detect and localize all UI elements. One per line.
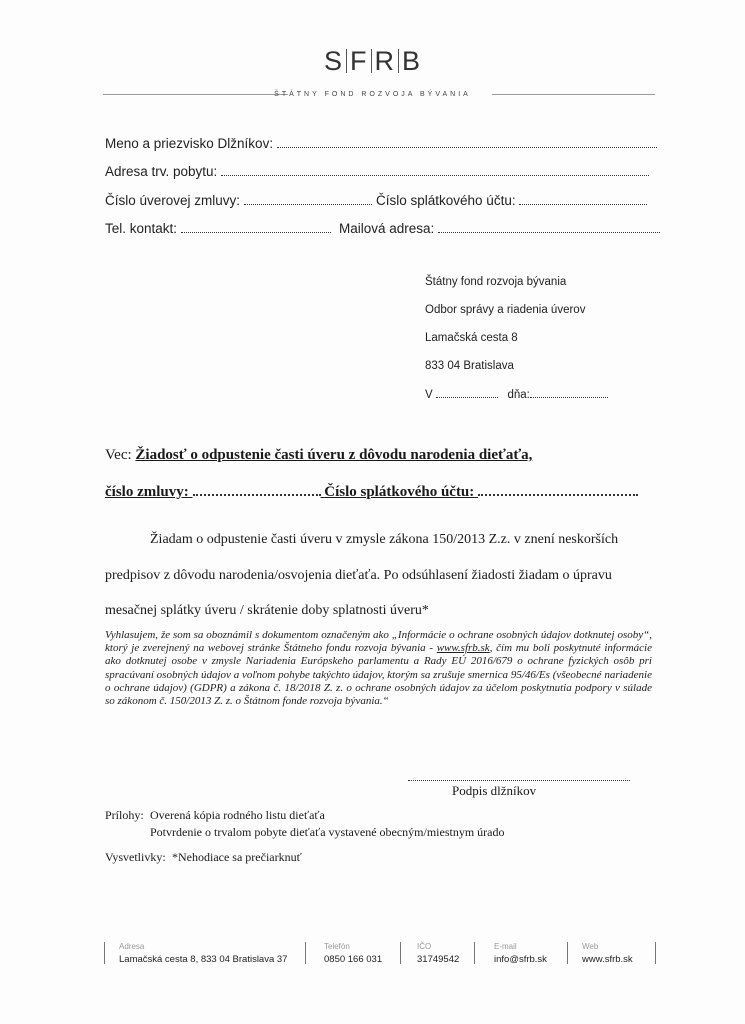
debtor-name-field[interactable] bbox=[105, 136, 657, 151]
declaration-text: , čím mu boli poskytnuté informácie ako dotknutej osobe v zmysle Nariadenia Európskeho parlamentu a Rady EÚ 2016/679 o ochrane fyzických osôb pri spracúvaní osobných údajov a voľnom pohybe takýchto údajov, ktorým sa zrušuje smernica 95/46/Es (všeobecné nariadenie o ochrane údajov) (GDPR) a zákona č. 18/2018 Z. z. o ochrane osobných údajov za účelom poskytnutia podpory v súlade so zákonom č. 150/2013 Z. z. o Štátnom fonde rozvoja bývania.“ bbox=[105, 642, 652, 708]
contract-number-field[interactable] bbox=[105, 193, 372, 208]
field-label: Meno a priezvisko Dlžníkov: bbox=[105, 136, 274, 151]
logo-letter: B bbox=[402, 46, 422, 76]
declaration-text: Vyhlasujem, že som sa oboznámil s dokumentom označeným ako „Informácie o ochrane osobných údajov dotknutej osoby“, ktorý je zverejnený na webovej stránke Štátneho fondu rozvoja bývania - bbox=[105, 629, 652, 655]
recipient-line: Odbor správy a riadenia úverov bbox=[425, 304, 586, 316]
attachment-item: Potvrdenie o trvalom pobyte dieťaťa vystavené obecným/miestnym úrado bbox=[150, 825, 505, 839]
body-line: predpisov z dôvodu narodenia/osvojenia dieťaťa. Po odsúhlasení žiadosti žiadam o úpravu bbox=[105, 568, 612, 583]
signature-label: Podpis dlžníkov bbox=[452, 783, 537, 798]
footer-phone: 0850 166 031 bbox=[324, 954, 383, 965]
subject-numbers-line[interactable] bbox=[105, 483, 638, 501]
subject-prefix: Vec: bbox=[105, 447, 132, 463]
subject-line bbox=[105, 447, 532, 464]
footer-web[interactable]: www.sfrb.sk bbox=[582, 954, 633, 965]
notes-text: *Nehodiace sa prečiarknuť bbox=[172, 850, 302, 864]
footer-divider bbox=[567, 942, 568, 964]
footer-phone-label: Telefón bbox=[324, 942, 350, 951]
footer-divider bbox=[474, 942, 475, 964]
body-line: mesačnej splátky úveru / skrátenie doby splatnosti úveru* bbox=[105, 603, 429, 618]
logo-letter: F bbox=[350, 46, 368, 76]
field-label: Číslo úverovej zmluvy: bbox=[105, 193, 241, 208]
field-label: Číslo splátkového účtu: bbox=[376, 193, 516, 208]
footer-ico: 31749542 bbox=[417, 954, 460, 965]
recipient-line: 833 04 Bratislava bbox=[425, 360, 514, 372]
account-number-field[interactable] bbox=[376, 193, 647, 208]
date-label: dňa: bbox=[507, 389, 530, 401]
header-tagline: ŠTÁTNY FOND ROZVOJA BÝVANIA bbox=[274, 91, 471, 98]
notes-label: Vysvetlivky: bbox=[105, 850, 166, 864]
attachment-item: Overená kópia rodného listu dieťaťa bbox=[150, 808, 325, 822]
footer-divider bbox=[104, 942, 105, 964]
footer-divider bbox=[655, 942, 656, 964]
field-label: Mailová adresa: bbox=[339, 221, 435, 236]
footer-divider bbox=[305, 942, 306, 964]
place-label: V bbox=[425, 389, 433, 401]
field-label: Adresa trv. pobytu: bbox=[105, 164, 218, 179]
footer-ico-label: IČO bbox=[417, 942, 432, 951]
address-field[interactable] bbox=[105, 164, 649, 179]
body-line: Žiadam o odpustenie časti úveru v zmysle zákona 150/2013 Z.z. v znení neskorších bbox=[150, 532, 619, 547]
footer-divider bbox=[400, 942, 401, 964]
field-label: Tel. kontakt: bbox=[105, 221, 178, 236]
place-date-field[interactable] bbox=[425, 389, 608, 401]
email-field[interactable] bbox=[339, 221, 660, 236]
recipient-line: Lamačská cesta 8 bbox=[425, 332, 518, 344]
attachments-label: Prílohy: bbox=[105, 808, 144, 822]
footer-email[interactable]: info@sfrb.sk bbox=[494, 954, 547, 965]
header-rule-right bbox=[492, 94, 655, 95]
footer-email-label: E-mail bbox=[494, 942, 517, 951]
sfrb-website-link[interactable]: www.sfrb.sk bbox=[436, 642, 490, 655]
sfrb-logo bbox=[0, 46, 745, 77]
logo-letter: S bbox=[323, 46, 343, 76]
subject-contract-label: číslo zmluvy: bbox=[105, 484, 189, 500]
footer-web-label: Web bbox=[582, 942, 599, 951]
subject-title: Žiadosť o odpustenie časti úveru z dôvodu narodenia dieťaťa, bbox=[135, 447, 533, 463]
phone-field[interactable] bbox=[105, 221, 331, 236]
recipient-line: Štátny fond rozvoja bývania bbox=[425, 276, 567, 288]
logo-letter: R bbox=[374, 46, 395, 76]
subject-account-label: Číslo splátkového účtu: bbox=[324, 484, 475, 500]
footer-address-label: Adresa bbox=[119, 942, 145, 951]
footer-address: Lamačská cesta 8, 833 04 Bratislava 37 bbox=[119, 954, 288, 965]
gdpr-declaration bbox=[105, 629, 652, 708]
